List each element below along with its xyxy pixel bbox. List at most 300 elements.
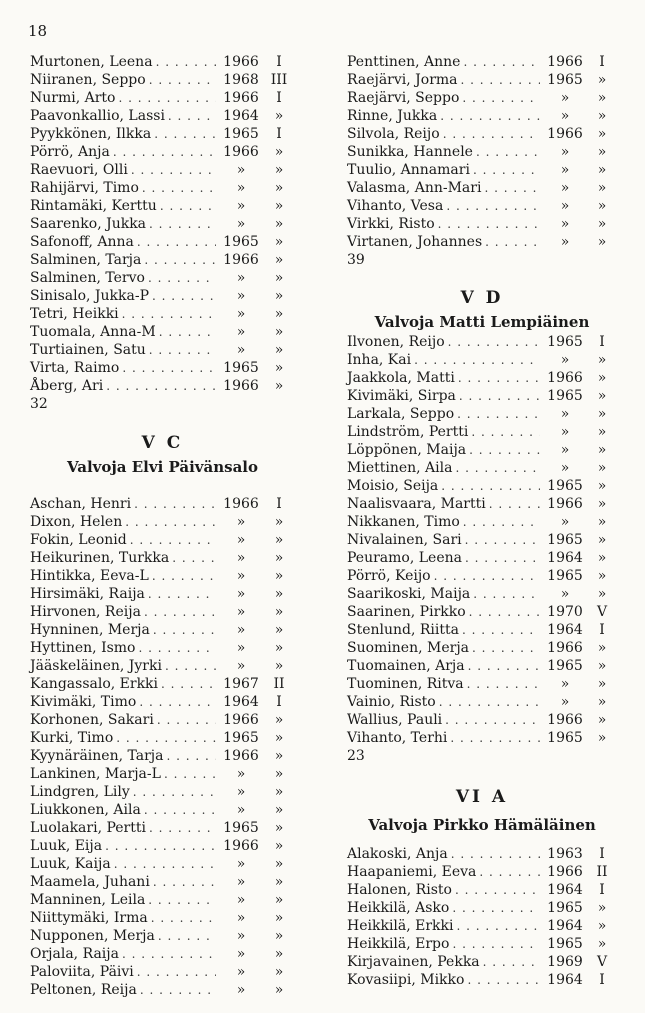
grade-mark: »: [274, 342, 284, 358]
birth-year: 1964: [223, 108, 259, 124]
birth-year: »: [560, 676, 570, 692]
class-teacher: Valvoja Matti Lempiäinen: [374, 313, 590, 331]
birth-year: 1966: [547, 126, 583, 142]
grade-mark: I: [599, 882, 605, 898]
list-item: [30, 531, 295, 549]
list-item: [30, 233, 295, 251]
student-name: Larkala, Seppo: [347, 406, 455, 422]
dot-leader: [116, 729, 216, 747]
list-item: [30, 125, 295, 143]
list-item: [30, 711, 295, 729]
birth-year: 1966: [223, 378, 259, 394]
student-name: Hirsimäki, Raija: [30, 586, 145, 602]
student-list: [30, 495, 295, 999]
student-name: Dixon, Helen: [30, 514, 123, 530]
birth-year: »: [236, 802, 246, 818]
list-item: [347, 161, 617, 179]
grade-mark: »: [274, 568, 284, 584]
birth-year: »: [236, 766, 246, 782]
birth-year: »: [236, 964, 246, 980]
student-name: Paavonkallio, Lassi: [30, 108, 165, 124]
birth-year: 1966: [223, 252, 259, 268]
student-name: Tuomala, Anna-M: [30, 324, 156, 340]
dot-leader: [114, 855, 216, 873]
student-name: Peuramo, Leena: [347, 550, 462, 566]
birth-year: »: [560, 694, 570, 710]
dot-leader: [144, 251, 216, 269]
student-name: Rinne, Jukka: [347, 108, 438, 124]
class-code: VI A: [455, 787, 509, 807]
list-item: [347, 917, 617, 935]
birth-year: 1965: [547, 532, 583, 548]
list-item: [30, 729, 295, 747]
dot-leader: [443, 125, 540, 143]
birth-year: 1964: [547, 918, 583, 934]
dot-leader: [461, 71, 540, 89]
birth-year: 1965: [547, 658, 583, 674]
student-name: Raevuori, Olli: [30, 162, 128, 178]
birth-year: »: [236, 270, 246, 286]
student-name: Luuk, Eija: [30, 838, 103, 854]
list-item: [30, 53, 295, 71]
grade-mark: »: [597, 180, 607, 196]
dot-leader: [153, 873, 216, 891]
grade-mark: »: [274, 622, 284, 638]
birth-year: 1966: [223, 144, 259, 160]
student-name: Stenlund, Riitta: [347, 622, 459, 638]
class-teacher: Valvoja Elvi Päivänsalo: [66, 458, 259, 476]
dot-leader: [149, 819, 216, 837]
student-name: Halonen, Risto: [347, 882, 452, 898]
dot-leader: [468, 657, 540, 675]
list-item: [30, 359, 295, 377]
list-item: [30, 675, 295, 693]
student-name: Kangassalo, Erkki: [30, 676, 159, 692]
birth-year: 1965: [223, 820, 259, 836]
student-name: Inha, Kai: [347, 352, 412, 368]
dot-leader: [137, 963, 216, 981]
list-item: [347, 657, 617, 675]
list-item: [30, 963, 295, 981]
grade-mark: »: [597, 126, 607, 142]
dot-leader: [158, 927, 216, 945]
student-name: Naalisvaara, Martti: [347, 496, 486, 512]
birth-year: »: [560, 216, 570, 232]
grade-mark: »: [597, 478, 607, 494]
grade-mark: »: [597, 144, 607, 160]
right-column: [347, 53, 617, 989]
student-name: Orjala, Raija: [30, 946, 119, 962]
list-item: [30, 603, 295, 621]
grade-mark: »: [597, 388, 607, 404]
dot-leader: [153, 621, 216, 639]
dot-leader: [113, 143, 216, 161]
student-name: Haapaniemi, Eeva: [347, 864, 477, 880]
dot-leader: [137, 233, 216, 251]
grade-mark: »: [274, 324, 284, 340]
dot-leader: [172, 549, 216, 567]
list-item: [347, 567, 617, 585]
grade-mark: »: [274, 802, 284, 818]
birth-year: »: [560, 406, 570, 422]
birth-year: 1965: [547, 936, 583, 952]
student-name: Nikkanen, Timo: [347, 514, 460, 530]
grade-mark: »: [597, 640, 607, 656]
birth-year: 1969: [547, 954, 583, 970]
birth-year: 1966: [223, 496, 259, 512]
student-name: Liukkonen, Aila: [30, 802, 141, 818]
birth-year: »: [236, 586, 246, 602]
list-item: [347, 693, 617, 711]
birth-year: 1964: [547, 550, 583, 566]
birth-year: »: [236, 946, 246, 962]
birth-year: 1966: [547, 640, 583, 656]
list-item: [347, 351, 617, 369]
birth-year: »: [560, 180, 570, 196]
dot-leader: [446, 197, 540, 215]
birth-year: »: [560, 108, 570, 124]
student-name: Safonoff, Anna: [30, 234, 134, 250]
grade-mark: »: [597, 90, 607, 106]
birth-year: »: [236, 216, 246, 232]
birth-year: »: [560, 460, 570, 476]
student-name: Kivimäki, Timo: [30, 694, 137, 710]
grade-mark: »: [597, 442, 607, 458]
dot-leader: [152, 567, 216, 585]
grade-mark: »: [597, 108, 607, 124]
list-item: [347, 333, 617, 351]
student-name: Tuomainen, Arja: [347, 658, 465, 674]
birth-year: »: [236, 288, 246, 304]
list-item: [30, 891, 295, 909]
birth-year: 1968: [223, 72, 259, 88]
list-item: [30, 305, 295, 323]
list-item: [30, 801, 295, 819]
birth-year: »: [560, 198, 570, 214]
grade-mark: »: [274, 144, 284, 160]
birth-year: »: [236, 982, 246, 998]
grade-mark: »: [274, 514, 284, 530]
list-item: [30, 143, 295, 161]
grade-mark: »: [274, 180, 284, 196]
student-name: Korhonen, Sakari: [30, 712, 154, 728]
student-name: Wallius, Pauli: [347, 712, 443, 728]
student-name: Nivalainen, Sari: [347, 532, 462, 548]
student-name: Sunikka, Hannele: [347, 144, 473, 160]
dot-leader: [445, 711, 540, 729]
dot-leader: [489, 495, 540, 513]
student-name: Aschan, Henri: [30, 496, 132, 512]
list-item: [347, 603, 617, 621]
student-name: Penttinen, Anne: [347, 54, 461, 70]
student-name: Jääskeläinen, Jyrki: [30, 658, 162, 674]
birth-year: »: [236, 622, 246, 638]
dot-leader: [473, 585, 540, 603]
list-item: [30, 251, 295, 269]
birth-year: 1965: [223, 730, 259, 746]
list-item: [347, 845, 617, 863]
birth-year: »: [236, 892, 246, 908]
dot-leader: [451, 845, 540, 863]
list-item: [30, 945, 295, 963]
list-item: [347, 405, 617, 423]
dot-leader: [483, 953, 540, 971]
dot-leader: [125, 513, 216, 531]
student-name: Kirjavainen, Pekka: [347, 954, 480, 970]
birth-year: 1965: [547, 568, 583, 584]
birth-year: 1964: [547, 882, 583, 898]
dot-leader: [148, 891, 216, 909]
grade-mark: »: [274, 252, 284, 268]
dot-leader: [455, 459, 540, 477]
class-code: V C: [141, 433, 184, 453]
student-name: Nurmi, Arto: [30, 90, 116, 106]
dot-leader: [139, 693, 216, 711]
list-item: [347, 621, 617, 639]
dot-leader: [139, 639, 217, 657]
list-item: [30, 567, 295, 585]
birth-year: »: [236, 928, 246, 944]
student-name: Jaakkola, Matti: [347, 370, 455, 386]
grade-mark: »: [274, 360, 284, 376]
birth-year: 1965: [547, 334, 583, 350]
list-item: [30, 819, 295, 837]
list-item: [347, 971, 617, 989]
grade-mark: »: [274, 892, 284, 908]
grade-mark: »: [274, 162, 284, 178]
list-item: [30, 495, 295, 513]
student-name: Hintikka, Eeva-L: [30, 568, 149, 584]
dot-leader: [106, 377, 216, 395]
list-item: [347, 369, 617, 387]
student-name: Raejärvi, Seppo: [347, 90, 460, 106]
grade-mark: »: [274, 964, 284, 980]
grade-mark: »: [274, 198, 284, 214]
grade-mark: »: [597, 550, 607, 566]
student-name: Salminen, Tervo: [30, 270, 145, 286]
student-name: Pyykkönen, Ilkka: [30, 126, 152, 142]
list-item: [347, 881, 617, 899]
grade-mark: »: [274, 856, 284, 872]
student-name: Heikkilä, Asko: [347, 900, 450, 916]
student-name: Löppönen, Maija: [347, 442, 467, 458]
birth-year: »: [560, 144, 570, 160]
grade-mark: »: [597, 936, 607, 952]
student-name: Silvola, Reijo: [347, 126, 440, 142]
student-list: [30, 53, 295, 395]
birth-year: 1966: [547, 864, 583, 880]
grade-mark: I: [599, 972, 605, 988]
student-count: 23: [347, 748, 365, 764]
dot-leader: [439, 693, 540, 711]
dot-leader: [467, 971, 540, 989]
birth-year: 1965: [547, 730, 583, 746]
birth-year: 1966: [223, 748, 259, 764]
birth-year: 1966: [547, 496, 583, 512]
birth-year: »: [560, 514, 570, 530]
dot-leader: [440, 107, 540, 125]
list-item: [347, 459, 617, 477]
student-name: Luolakari, Pertti: [30, 820, 146, 836]
grade-mark: »: [274, 550, 284, 566]
grade-mark: »: [597, 712, 607, 728]
list-item: [30, 855, 295, 873]
student-name: Lindgren, Lily: [30, 784, 130, 800]
list-item: [30, 657, 295, 675]
birth-year: 1965: [223, 360, 259, 376]
dot-leader: [438, 215, 540, 233]
student-name: Kivimäki, Sirpa: [347, 388, 456, 404]
list-item: [347, 143, 617, 161]
birth-year: »: [236, 342, 246, 358]
grade-mark: I: [599, 334, 605, 350]
dot-leader: [144, 801, 216, 819]
birth-year: »: [236, 180, 246, 196]
student-name: Lankinen, Marja-L: [30, 766, 161, 782]
grade-mark: »: [597, 568, 607, 584]
grade-mark: II: [596, 864, 608, 880]
dot-leader: [159, 323, 216, 341]
list-item: [30, 215, 295, 233]
dot-leader: [148, 269, 216, 287]
student-name: Kovasiipi, Mikko: [347, 972, 465, 988]
list-item: [347, 89, 617, 107]
dot-leader: [455, 881, 540, 899]
list-item: [30, 873, 295, 891]
class-teacher: Valvoja Pirkko Hämäläinen: [368, 816, 596, 834]
birth-year: 1966: [547, 370, 583, 386]
grade-mark: »: [274, 658, 284, 674]
birth-year: »: [236, 568, 246, 584]
student-name: Heikkilä, Erpo: [347, 936, 450, 952]
student-name: Hyttinen, Ismo: [30, 640, 136, 656]
dot-leader: [168, 107, 216, 125]
dot-leader: [469, 441, 540, 459]
birth-year: »: [236, 874, 246, 890]
dot-leader: [467, 675, 540, 693]
grade-mark: »: [274, 108, 284, 124]
grade-mark: »: [597, 216, 607, 232]
birth-year: »: [236, 198, 246, 214]
grade-mark: »: [597, 730, 607, 746]
grade-mark: »: [274, 730, 284, 746]
student-name: Kyynäräinen, Tarja: [30, 748, 164, 764]
dot-leader: [462, 621, 540, 639]
student-name: Suominen, Merja: [347, 640, 470, 656]
student-name: Virtanen, Johannes: [347, 234, 483, 250]
grade-mark: »: [274, 874, 284, 890]
student-name: Kurki, Timo: [30, 730, 114, 746]
dot-leader: [122, 305, 216, 323]
dot-leader: [122, 359, 216, 377]
list-item: [347, 513, 617, 531]
student-name: Nupponen, Merja: [30, 928, 155, 944]
grade-mark: »: [597, 424, 607, 440]
dot-leader: [140, 981, 216, 999]
grade-mark: »: [274, 270, 284, 286]
student-name: Virta, Raimo: [30, 360, 120, 376]
dot-leader: [452, 935, 540, 953]
student-name: Peltonen, Reija: [30, 982, 137, 998]
list-item: [347, 125, 617, 143]
dot-leader: [134, 495, 216, 513]
grade-mark: »: [597, 72, 607, 88]
student-name: Raejärvi, Jorma: [347, 72, 458, 88]
list-item: [347, 729, 617, 747]
dot-leader: [149, 341, 216, 359]
grade-mark: »: [274, 378, 284, 394]
dot-leader: [152, 287, 216, 305]
grade-mark: »: [274, 910, 284, 926]
grade-mark: »: [274, 532, 284, 548]
dot-leader: [414, 351, 540, 369]
grade-mark: I: [599, 54, 605, 70]
grade-mark: »: [597, 586, 607, 602]
grade-mark: »: [597, 370, 607, 386]
birth-year: »: [560, 162, 570, 178]
grade-mark: »: [274, 748, 284, 764]
birth-year: »: [236, 910, 246, 926]
student-name: Murtonen, Leena: [30, 54, 153, 70]
birth-year: 1965: [223, 234, 259, 250]
student-name: Lindström, Pertti: [347, 424, 469, 440]
birth-year: »: [236, 658, 246, 674]
student-name: Rahijärvi, Timo: [30, 180, 139, 196]
list-item: [30, 909, 295, 927]
birth-year: 1967: [223, 676, 259, 692]
grade-mark: »: [597, 694, 607, 710]
grade-mark: »: [274, 306, 284, 322]
dot-leader: [472, 639, 540, 657]
student-name: Vainio, Risto: [347, 694, 436, 710]
dot-leader: [149, 215, 216, 233]
birth-year: 1966: [223, 90, 259, 106]
dot-leader: [457, 405, 540, 423]
grade-mark: I: [276, 90, 282, 106]
dot-leader: [148, 585, 216, 603]
list-item: [30, 107, 295, 125]
student-count: 39: [347, 252, 365, 268]
list-item: [30, 927, 295, 945]
birth-year: »: [236, 324, 246, 340]
birth-year: »: [236, 604, 246, 620]
student-list: [347, 53, 617, 251]
birth-year: 1964: [547, 622, 583, 638]
grade-mark: »: [274, 784, 284, 800]
dot-leader: [459, 387, 540, 405]
student-name: Manninen, Leila: [30, 892, 146, 908]
student-name: Vihanto, Terhi: [347, 730, 448, 746]
student-name: Hynninen, Merja: [30, 622, 150, 638]
grade-mark: »: [274, 640, 284, 656]
student-name: Moisio, Seija: [347, 478, 439, 494]
list-item: [30, 837, 295, 855]
birth-year: 1965: [547, 388, 583, 404]
birth-year: 1965: [547, 72, 583, 88]
dot-leader: [458, 369, 540, 387]
dot-leader: [476, 143, 540, 161]
student-list: [347, 845, 617, 989]
list-item: [347, 71, 617, 89]
student-name: Saarinen, Pirkko: [347, 604, 466, 620]
birth-year: »: [236, 162, 246, 178]
list-item: [347, 233, 617, 251]
grade-mark: »: [597, 406, 607, 422]
student-name: Valasma, Ann-Mari: [347, 180, 482, 196]
grade-mark: »: [274, 928, 284, 944]
list-item: [347, 953, 617, 971]
student-name: Miettinen, Aila: [347, 460, 453, 476]
